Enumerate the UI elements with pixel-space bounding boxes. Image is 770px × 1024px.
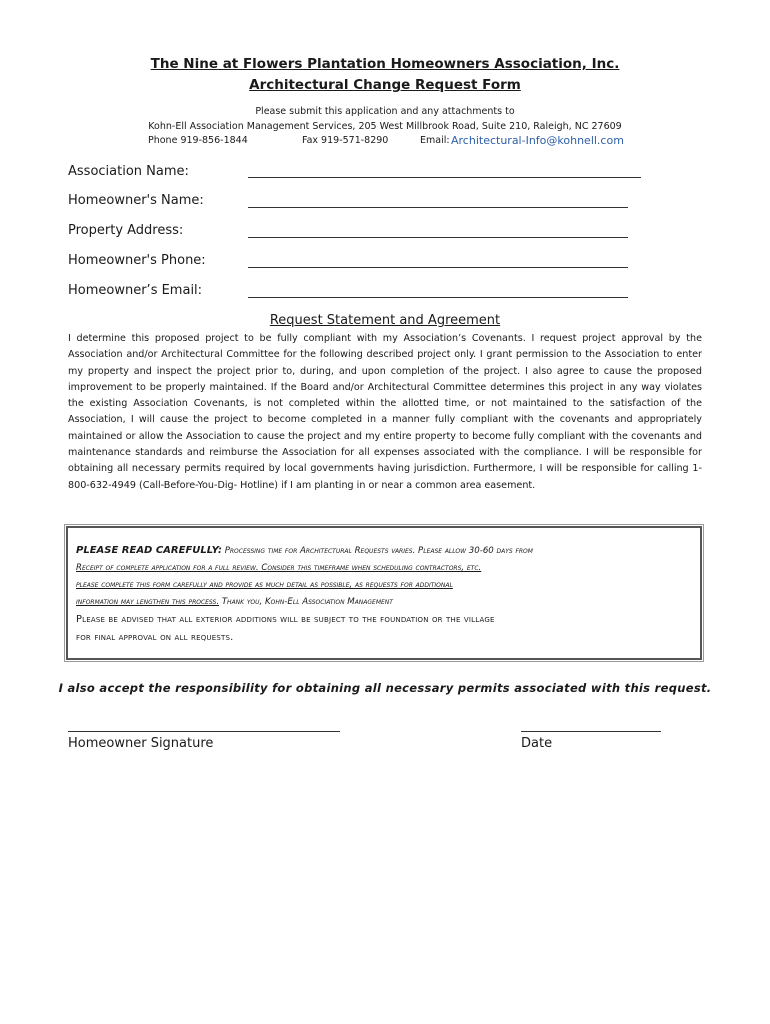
notice-box xyxy=(66,526,702,660)
homeowner-email-field[interactable] xyxy=(248,297,628,298)
notice-line-4-underlined: information may lengthen this process. xyxy=(76,597,220,607)
association-name-field[interactable] xyxy=(248,177,641,178)
property-address-label: Property Address: xyxy=(68,223,184,238)
notice-line-1-text: Processing time for Architectural Requests varies. Please allow 30-60 days from xyxy=(224,546,533,556)
notice-line-3: please complete this form carefully and provide as much detail as possible, as requests for additional xyxy=(76,580,453,590)
property-address-field[interactable] xyxy=(248,237,628,238)
homeowner-email-label: Homeowner’s Email: xyxy=(68,283,203,298)
homeowner-name-field[interactable] xyxy=(248,207,628,208)
form-title-line2: Architectural Change Request Form xyxy=(249,77,521,93)
fax-number: Fax 919-571-8290 xyxy=(302,135,389,146)
homeowner-phone-label: Homeowner's Phone: xyxy=(68,253,206,268)
submit-note: Please submit this application and any attachments to xyxy=(255,106,515,117)
date-label: Date xyxy=(521,736,553,751)
email-link[interactable]: Architectural-Info@kohnell.com xyxy=(451,134,624,147)
notice-line-2: Receipt of complete application for a full review. Consider this timeframe when scheduling contractors, etc. xyxy=(76,563,482,573)
form-title-line1: The Nine at Flowers Plantation Homeowners Association, Inc. xyxy=(150,56,620,72)
agreement-body: I determine this proposed project to be fully compliant with my Association’s Covenants. I request project approval by the Association and/or Architectural Committee for the following described project only. I grant permission to the Association to enter my property and inspect the project prior to, during, and upon completion of the project. I also agree to cause the proposed improvement to be properly maintained. If the Board and/or Architectural Committee determines this project in any way violates the existing Association Covenants, is not completed within the allotted time, or not maintained to the satisfaction of the Association, I will cause the project to become completed in a manner fully compliant with the covenants and appropriately maintained or allow the Association to cause the project and my entire property to become fully compliant with the covenants and maintenance standards and reimburse the Association for all expenses associated with the compliance. I will be responsible for obtaining all necessary permits required by local governments having jurisdiction. Furthermore, I will be responsible for calling 1-800-632-4949 (Call-Before-You-Dig- Hotline) if I am planting in or near a common area easement. xyxy=(68,333,702,491)
acceptance-statement: I also accept the responsibility for obtaining all necessary permits associated with this request. xyxy=(58,681,712,695)
association-name-label: Association Name: xyxy=(68,164,189,179)
advisory-line-2: for final approval on all requests. xyxy=(76,632,234,643)
date-field[interactable] xyxy=(521,731,661,732)
association-address: Kohn-Ell Association Management Services, 205 West Millbrook Road, Suite 210, Raleigh, NC 27609 xyxy=(148,121,622,132)
homeowner-phone-field[interactable] xyxy=(248,267,628,268)
notice-line-4-text: Thank you, Kohn-Ell Association Management xyxy=(221,597,393,607)
email-label: Email: xyxy=(420,135,450,146)
agreement-title: Request Statement and Agreement xyxy=(269,313,501,328)
notice-line-1 xyxy=(76,542,692,560)
notice-line-4 xyxy=(76,594,692,611)
homeowner-signature-field[interactable] xyxy=(68,731,340,732)
phone-number: Phone 919-856-1844 xyxy=(148,135,248,146)
homeowner-name-label: Homeowner's Name: xyxy=(68,193,204,208)
advisory-line-1: Please be advised that all exterior additions will be subject to the foundation or the village xyxy=(76,614,495,625)
notice-lead: PLEASE READ CAREFULLY: xyxy=(76,545,222,556)
homeowner-signature-label: Homeowner Signature xyxy=(68,736,214,751)
